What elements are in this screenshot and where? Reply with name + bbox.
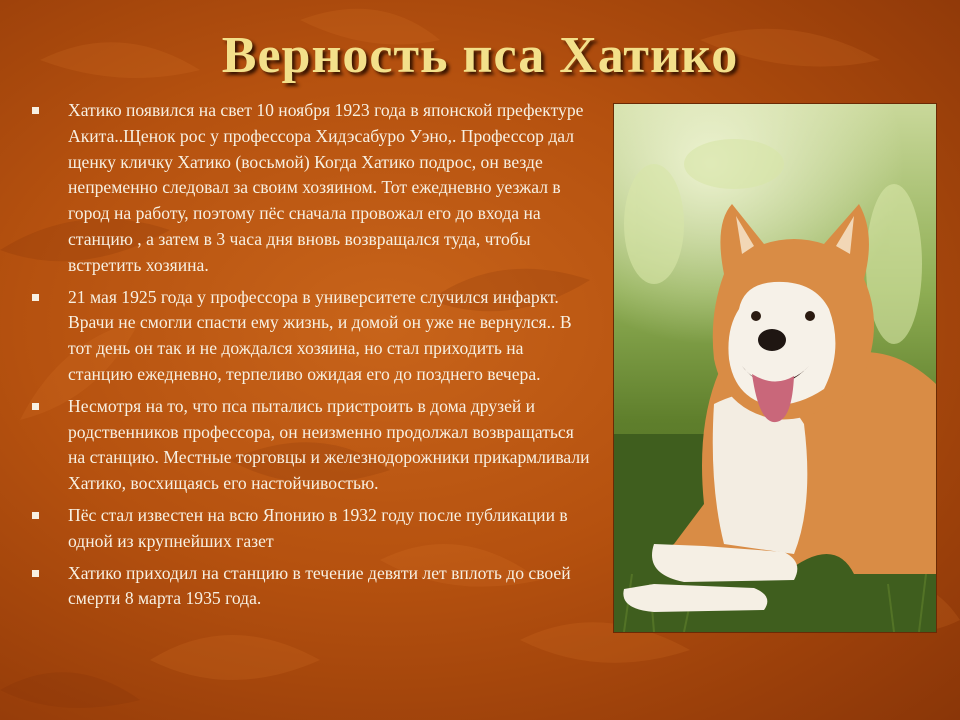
bullet-square-icon	[32, 512, 39, 519]
bullet-text: Несмотря на то, что пса пытались пристроить в дома друзей и родственников профессора, он неизменно продолжал возвращаться на станцию. Местные торговцы и железнодорожники прикармливали Хатико, восхищаясь его настойчивостью.	[68, 395, 590, 494]
bullet-item	[32, 394, 592, 497]
bullet-text: Хатико приходил на станцию в течение девяти лет вплоть до своей смерти 8 марта 1935 года.	[68, 562, 571, 609]
dog-illustration	[614, 104, 936, 632]
slide-title: Верность пса Хатико	[221, 27, 739, 84]
bullet-text: Хатико появился на свет 10 ноября 1923 года в японской префектуре Акита..Щенок рос у профессора Хидэсабуро Уэно,. Профессор дал щенку кличку Хатико (восьмой) Когда Хатико подрос, он везде непременно следовал за своим хозяином. Тот ежедневно уезжал в город на работу, поэтому пёс сначала провожал его до входа на станцию , а затем в 3 часа дня вновь возвращался туда, чтобы встретить хозяина.	[68, 100, 584, 275]
bullet-square-icon	[32, 403, 39, 410]
bullet-square-icon	[32, 294, 39, 301]
bullet-item	[32, 285, 592, 388]
bullet-item	[32, 98, 592, 279]
bullet-text: Пёс стал известен на всю Японию в 1932 году после публикации в одной из крупнейших газет	[68, 504, 568, 551]
bullet-item	[32, 561, 592, 613]
bullet-list	[32, 98, 592, 618]
bullet-square-icon	[32, 107, 39, 114]
bullet-square-icon	[32, 570, 39, 577]
akita-dog-photo	[614, 104, 936, 632]
bullet-item	[32, 503, 592, 555]
bullet-text: 21 мая 1925 года у профессора в университете случился инфаркт. Врачи не смогли спасти ему жизнь, и домой он уже не вернулся.. В тот день он так и не дождался хозяина, но стал приходить на станцию ежедневно, терпеливо ожидая его до позднего вечера.	[68, 286, 572, 384]
